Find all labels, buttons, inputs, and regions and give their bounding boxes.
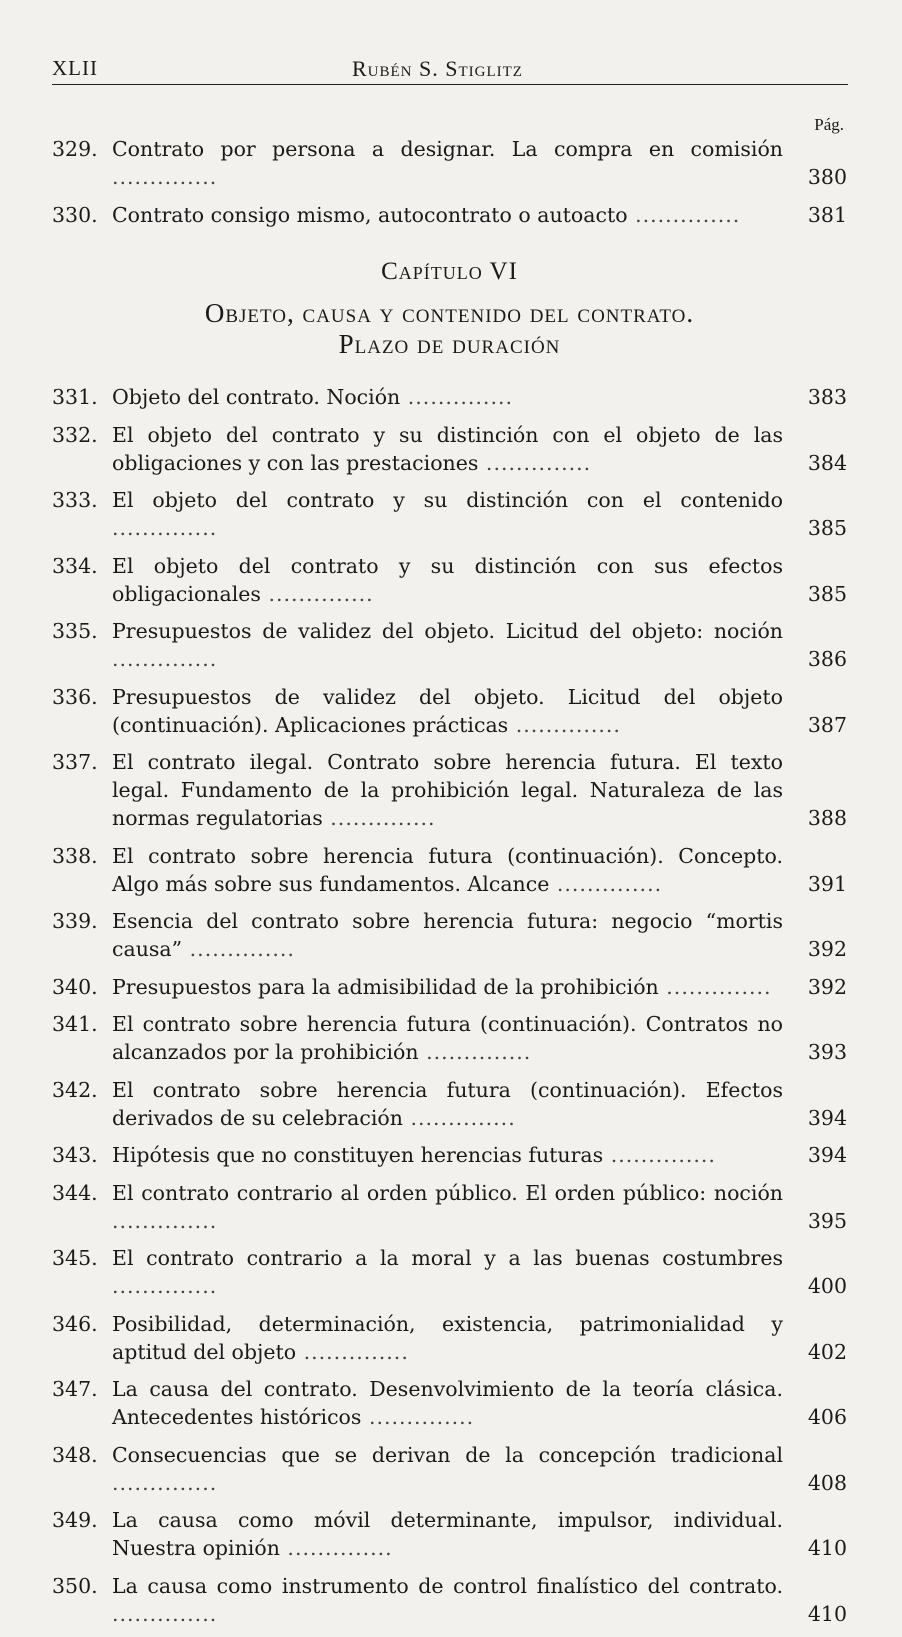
entry-page: 406 [807, 1405, 847, 1429]
entry-title: El contrato contrario al orden público. El orden público: noción [112, 1180, 783, 1205]
dot-leader: .............. [478, 450, 592, 475]
dot-leader: .............. [402, 1105, 516, 1130]
toc-entry [52, 617, 847, 673]
entry-page: 395 [807, 1208, 847, 1233]
dot-leader: .............. [658, 974, 772, 999]
toc-entry [52, 1010, 847, 1066]
entry-page: 410 [807, 1601, 847, 1626]
entry-page: 380 [807, 165, 847, 189]
toc-entry [52, 201, 847, 229]
entry-title: La causa como móvil determinante, impulsor, individual. Nuestra opinión [112, 1508, 783, 1560]
entry-number: 346. [52, 1311, 98, 1336]
entry-page: 392 [807, 937, 847, 961]
entry-number: 340. [52, 974, 98, 999]
entry-title: El contrato sobre herencia futura (continuación). Contratos no alcanzados por la prohibición [112, 1012, 783, 1064]
dot-leader: .............. [418, 1040, 532, 1064]
entry-number: 333. [52, 488, 98, 512]
entry-title: Objeto del contrato. Noción [112, 385, 401, 409]
dot-leader: .............. [112, 1470, 218, 1495]
toc-entry [52, 1244, 847, 1300]
entry-number: 345. [52, 1246, 98, 1270]
page-column-label: Pág. [814, 115, 844, 134]
toc-entry [52, 973, 847, 1001]
entry-page: 384 [807, 450, 847, 475]
chapter-title-line2: Plazo de duración [338, 329, 561, 359]
running-header [52, 52, 848, 85]
entry-page: 385 [807, 581, 847, 606]
entry-number: 336. [52, 684, 98, 709]
entry-number: 334. [52, 553, 98, 578]
toc-entry [52, 1310, 847, 1366]
chapter-title-line1: Objeto, causa y contenido del contrato. [204, 298, 695, 328]
toc-entry [52, 683, 847, 739]
entry-number: 332. [52, 422, 98, 447]
toc-entry [52, 1441, 847, 1497]
entry-title: El objeto del contrato y su distinción con el contenido [112, 488, 783, 512]
entry-title: El objeto del contrato y su distinción con sus efectos obligacionales [112, 553, 783, 606]
dot-leader: .............. [508, 712, 621, 737]
entry-title: Contrato por persona a designar. La compra en comisión [112, 137, 783, 161]
toc-entry [52, 421, 847, 477]
entry-page: 400 [807, 1274, 847, 1298]
entry-page: 386 [807, 647, 847, 671]
entry-number: 344. [52, 1180, 98, 1205]
entry-number: 338. [52, 843, 98, 868]
entry-page: 394 [807, 1105, 847, 1130]
entry-number: 348. [52, 1442, 98, 1467]
chapter-heading [52, 258, 847, 360]
entry-page: 391 [807, 871, 847, 896]
toc-entry [52, 383, 847, 411]
dot-leader: .............. [112, 1208, 218, 1233]
entry-title: El contrato sobre herencia futura (continuación). Concepto. Algo más sobre sus fundamentos. Alcance [112, 843, 783, 896]
toc-list-before [52, 135, 847, 238]
toc-entry [52, 1572, 847, 1628]
entry-title: Presupuestos para la admisibilidad de la prohibición [112, 974, 659, 999]
toc-entry [52, 1375, 847, 1431]
entry-title: El contrato ilegal. Contrato sobre herencia futura. El texto legal. Fundamento de la prohibición legal. Naturaleza de las normas regulatorias [112, 750, 783, 830]
dot-leader: .............. [296, 1339, 409, 1364]
dot-leader: .............. [182, 937, 295, 961]
entry-title: Contrato consigo mismo, autocontrato o autoacto [112, 202, 628, 227]
dot-leader: .............. [112, 1601, 218, 1626]
entry-number: 335. [52, 619, 98, 643]
entry-number: 337. [52, 750, 98, 774]
dot-leader: .............. [279, 1536, 393, 1560]
entry-title: La causa como instrumento de control finalístico del contrato. [112, 1573, 783, 1598]
entry-title: Hipótesis que no constituyen herencias futuras [112, 1143, 604, 1167]
entry-number: 342. [52, 1077, 98, 1102]
dot-leader: .............. [112, 647, 218, 671]
entry-title: El contrato sobre herencia futura (continuación). Efectos derivados de su celebración [112, 1077, 783, 1130]
dot-leader: .............. [627, 202, 741, 227]
entry-page: 385 [807, 516, 847, 540]
header-page-number: XLII [52, 56, 98, 80]
entry-number: 339. [52, 909, 98, 933]
entry-number: 347. [52, 1377, 98, 1401]
chapter-title [52, 298, 847, 360]
entry-title: Consecuencias que se derivan de la concepción tradicional [112, 1442, 783, 1467]
dot-leader: .............. [400, 385, 513, 409]
toc-entry [52, 907, 847, 963]
entry-title: El contrato contrario a la moral y a las buenas costumbres [112, 1246, 783, 1270]
toc-entry [52, 486, 847, 542]
entry-title: La causa del contrato. Desenvolvimiento de la teoría clásica. Antecedentes históricos [112, 1377, 783, 1429]
dot-leader: .............. [361, 1405, 475, 1429]
entry-page: 381 [807, 202, 847, 227]
entry-number: 330. [52, 202, 98, 227]
dot-leader: .............. [549, 871, 663, 896]
toc-entry [52, 1179, 847, 1235]
dot-leader: .............. [112, 165, 218, 189]
toc-entry [52, 1076, 847, 1132]
dot-leader: .............. [603, 1143, 716, 1167]
entry-page: 388 [807, 806, 847, 830]
entry-page: 402 [807, 1339, 847, 1364]
entry-number: 349. [52, 1508, 98, 1532]
toc-list [52, 383, 847, 1637]
entry-number: 350. [52, 1573, 98, 1598]
entry-title: Posibilidad, determinación, existencia, patrimonialidad y aptitud del objeto [112, 1311, 783, 1364]
entry-page: 408 [807, 1470, 847, 1495]
header-author: Rubén S. Stiglitz [352, 56, 523, 81]
entry-title: El objeto del contrato y su distinción con el objeto de las obligaciones y con las prestaciones [112, 422, 783, 475]
toc-entry [52, 748, 847, 832]
entry-page: 387 [807, 712, 847, 737]
dot-leader: .............. [322, 806, 436, 830]
dot-leader: .............. [112, 516, 218, 540]
entry-number: 329. [52, 137, 98, 161]
entry-number: 331. [52, 385, 98, 409]
chapter-label: Capítulo VI [381, 258, 518, 285]
toc-entry [52, 552, 847, 608]
entry-page: 393 [807, 1040, 847, 1064]
toc-entry [52, 842, 847, 898]
entry-title: Presupuestos de validez del objeto. Licitud del objeto: noción [112, 619, 783, 643]
toc-entry [52, 135, 847, 191]
toc-entry [52, 1141, 847, 1169]
entry-title: Presupuestos de validez del objeto. Licitud del objeto (continuación). Aplicaciones prácticas [112, 684, 783, 737]
entry-page: 410 [807, 1536, 847, 1560]
entry-page: 383 [807, 385, 847, 409]
entry-number: 343. [52, 1143, 98, 1167]
toc-entry [52, 1506, 847, 1562]
entry-title: Esencia del contrato sobre herencia futura: negocio “mortis causa” [112, 909, 783, 961]
entry-number: 341. [52, 1012, 98, 1036]
entry-page: 394 [807, 1143, 847, 1167]
dot-leader: .............. [112, 1274, 218, 1298]
dot-leader: .............. [260, 581, 374, 606]
entry-page: 392 [807, 974, 847, 999]
